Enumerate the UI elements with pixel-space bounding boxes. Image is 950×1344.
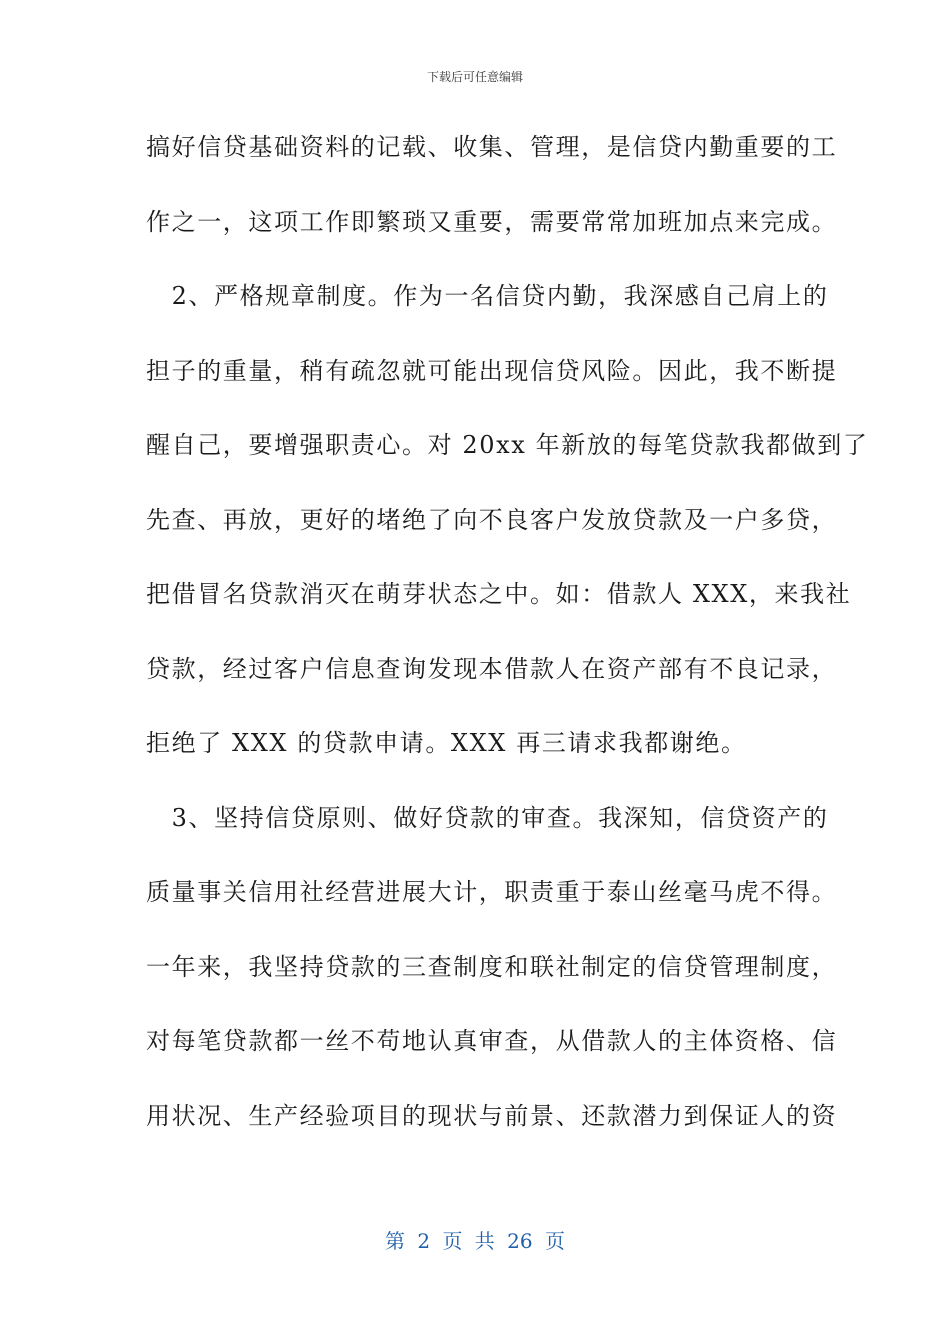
text-line: 用状况、生产经验项目的现状与前景、还款潜力到保证人的资 [146, 1101, 838, 1130]
text-line: 质量事关信用社经营进展大计，职责重于泰山丝毫马虎不得。 [146, 878, 838, 906]
text-line: 一年来，我坚持贷款的三查制度和联社制定的信贷管理制度， [146, 952, 838, 981]
text-line: 2、严格规章制度。作为一名信贷内勤，我深感自己肩上的 [146, 282, 829, 310]
text-line: 醒自己，要增强职责心。对 20xx 年新放的每笔贷款我都做到了 [146, 431, 869, 459]
document-body [146, 124, 869, 1167]
text-line: 拒绝了 XXX 的贷款申请。XXX 再三请求我都谢绝。 [146, 729, 747, 757]
text-line: 对每笔贷款都一丝不苟地认真审查，从借款人的主体资格、信 [146, 1027, 838, 1055]
text-line: 担子的重量，稍有疏忽就可能出现信贷风险。因此，我不断提 [146, 356, 838, 385]
text-line: 3、坚持信贷原则、做好贷款的审查。我深知，信贷资产的 [146, 803, 829, 832]
text-line: 作之一，这项工作即繁琐又重要，需要常常加班加点来完成。 [146, 207, 838, 236]
page-number-footer: 第 2 页 共 26 页 [385, 1229, 565, 1253]
page-header: 下载后可任意编辑 [426, 70, 523, 84]
text-line: 把借冒名贷款消灭在萌芽状态之中。如：借款人 XXX，来我社 [146, 580, 852, 608]
text-line: 先查、再放，更好的堵绝了向不良客户发放贷款及一户多贷， [146, 505, 838, 534]
text-line: 搞好信贷基础资料的记载、收集、管理，是信贷内勤重要的工 [146, 133, 838, 161]
text-line: 贷款，经过客户信息查询发现本借款人在资产部有不良记录， [146, 654, 838, 683]
